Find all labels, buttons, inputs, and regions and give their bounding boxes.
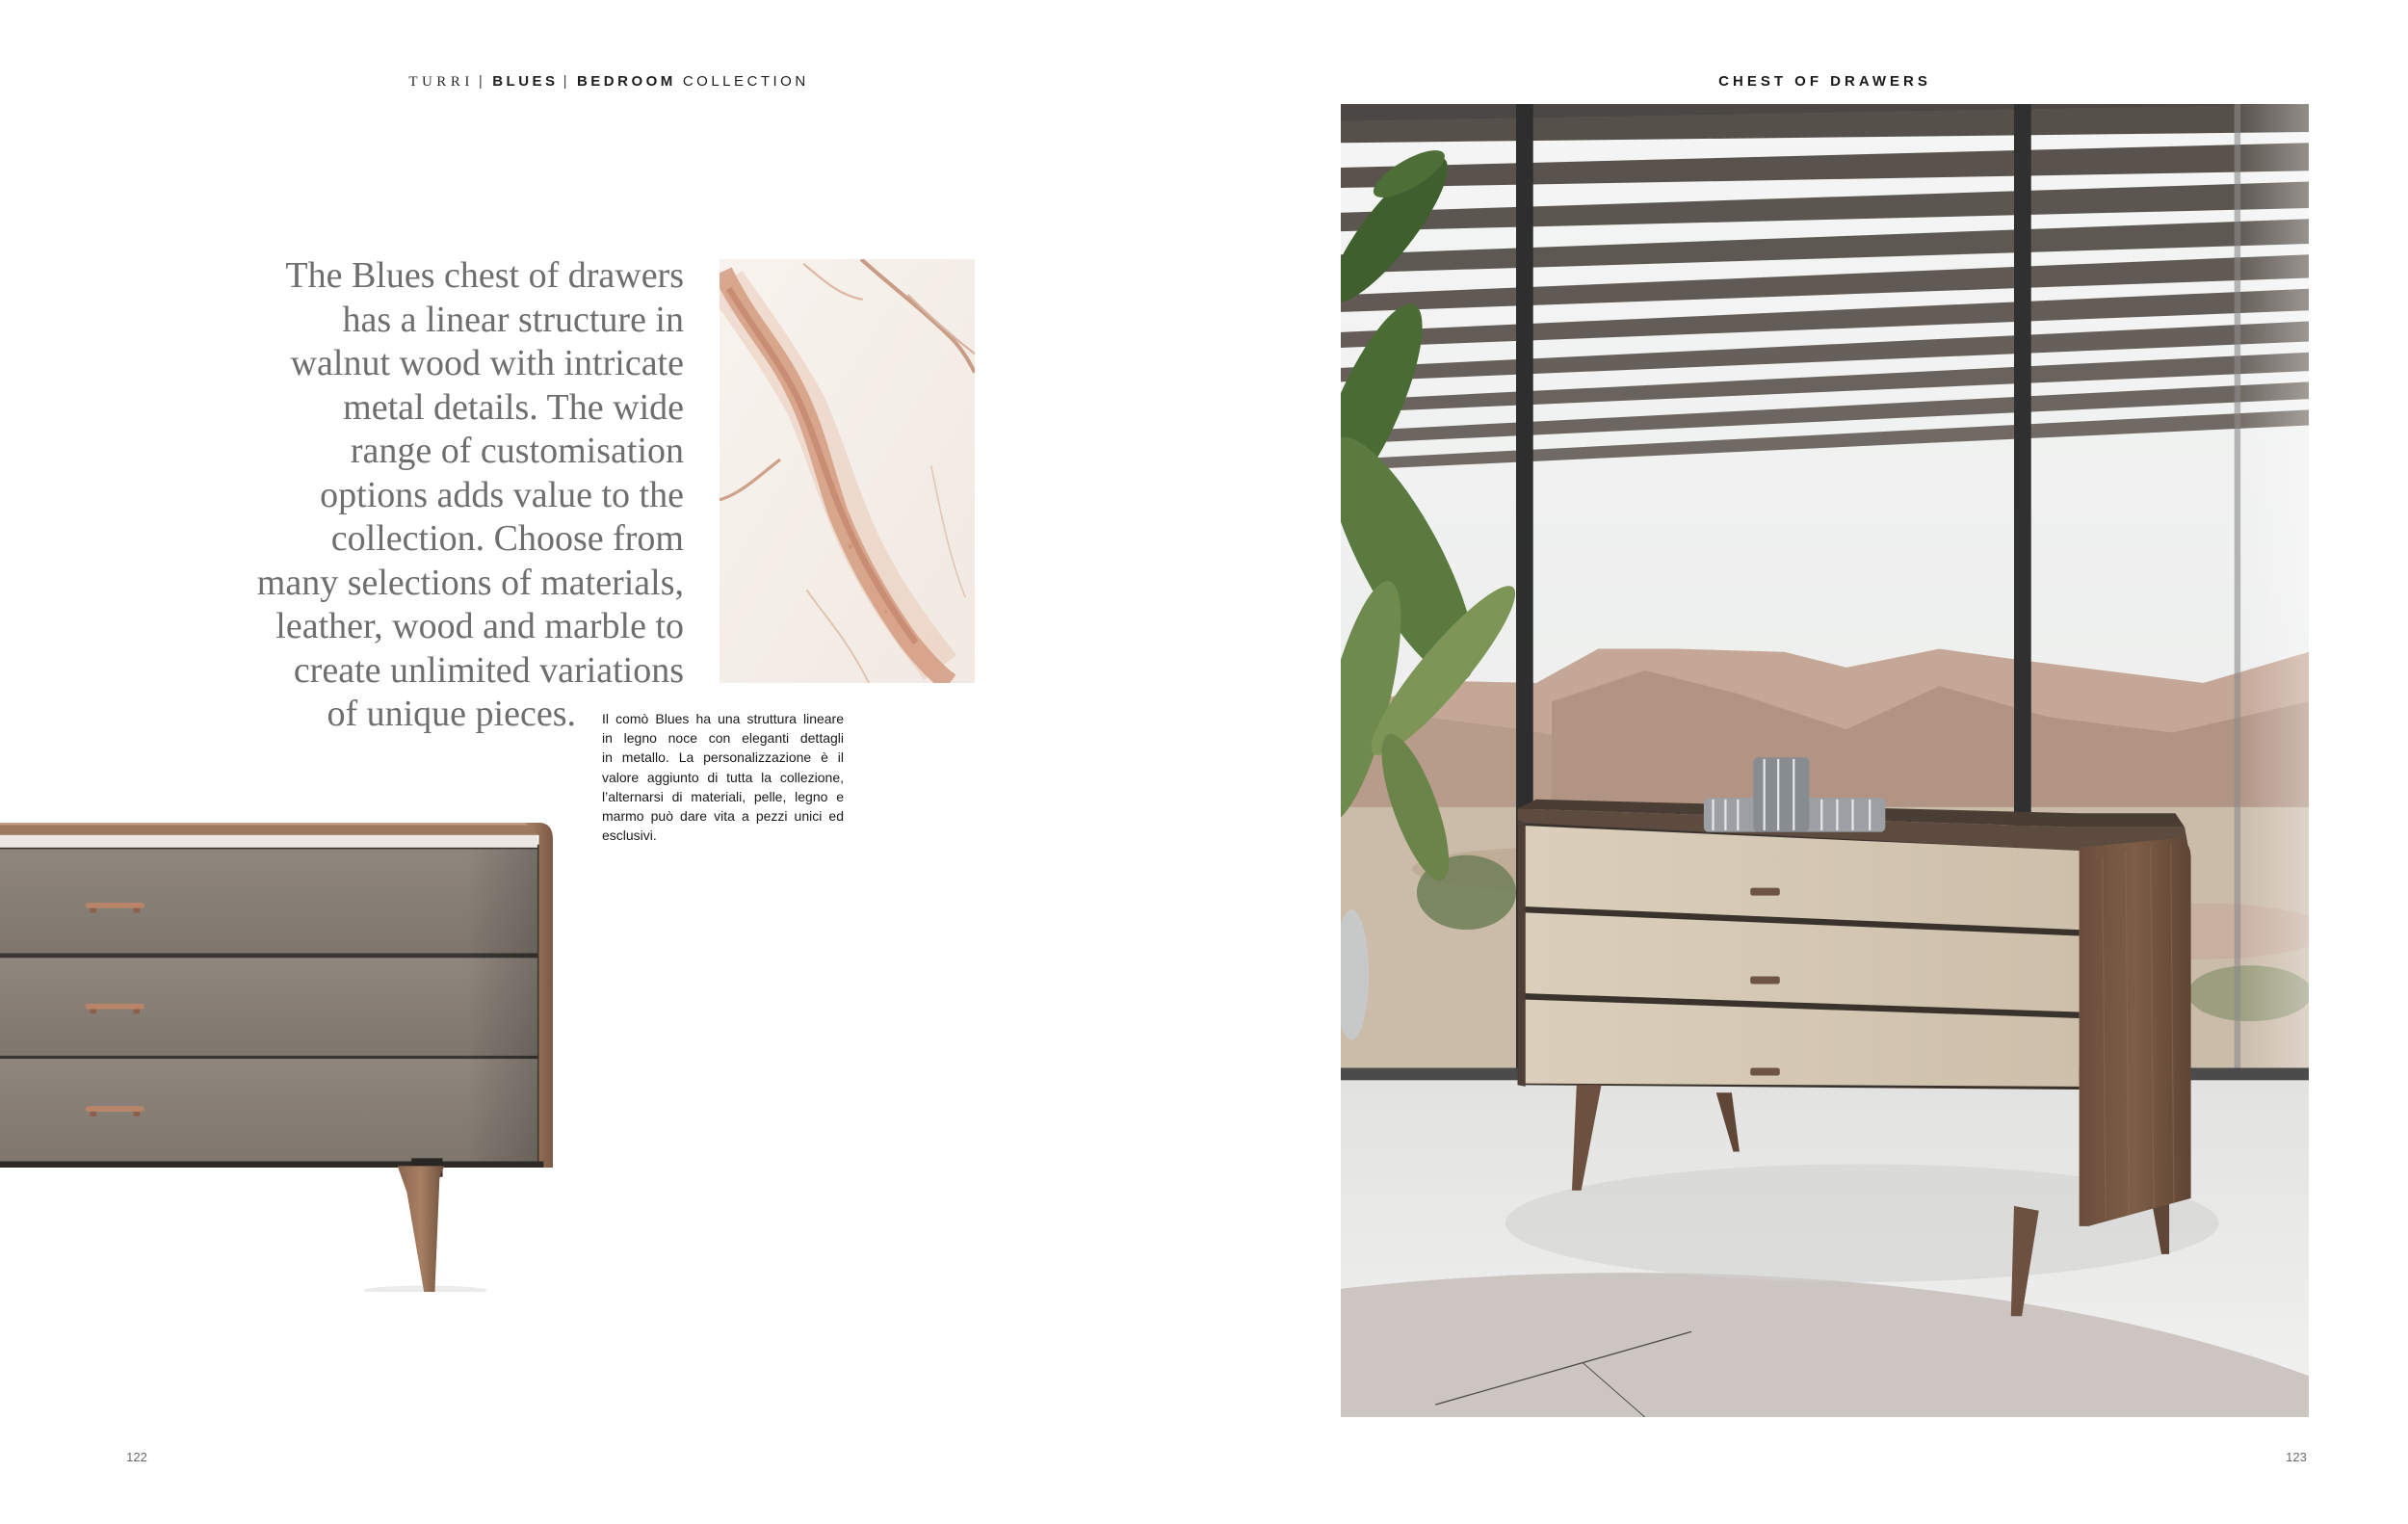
intro-it-line: in legno noce con eleganti dettagli	[602, 730, 844, 747]
leg	[398, 1166, 444, 1292]
intro-line: collection. Choose from	[330, 518, 684, 559]
intro-text-english	[193, 254, 684, 737]
intro-line: range of customisation	[350, 431, 684, 471]
intro-line: walnut wood with intricate	[290, 343, 684, 383]
intro-it-line: in metallo. La personalizzazione è il	[602, 749, 844, 766]
section-title: CHEST OF DRAWERS	[1718, 73, 1931, 90]
header-separator: |	[563, 73, 570, 90]
intro-line: The Blues chest of drawers	[285, 255, 684, 296]
intro-line: leather, wood and marble to	[275, 606, 684, 646]
chest-of-drawers-cutout	[0, 823, 553, 1292]
chest-handle	[1750, 888, 1780, 896]
glass-reflection	[2235, 104, 2309, 1074]
intro-text-italian	[602, 709, 844, 845]
chest-handle	[1750, 976, 1780, 984]
collection-name: BLUES	[492, 73, 559, 90]
category-suffix: COLLECTION	[682, 73, 809, 90]
intro-line: create unlimited variations	[293, 649, 684, 691]
intro-it-line: esclusivi.	[602, 828, 657, 844]
room-chest-of-drawers	[1505, 757, 2219, 1316]
category-name: BEDROOM	[576, 73, 676, 90]
intro-line: has a linear structure in	[342, 299, 684, 340]
chest-handle	[1750, 1068, 1780, 1076]
header-separator: |	[478, 73, 486, 90]
intro-it-line: valore aggiunto di tutta la collezione,	[602, 769, 844, 785]
running-header-left	[0, 72, 1217, 92]
brand-name: TURRI	[408, 74, 474, 90]
drawer-shading	[466, 849, 537, 1161]
page-number-right: 123	[2286, 1450, 2307, 1464]
drawer	[0, 958, 537, 1056]
drawer	[0, 849, 537, 953]
drawer	[0, 1059, 537, 1161]
intro-it-line: Il comò Blues ha una struttura lineare	[602, 711, 844, 726]
top-rim-highlight	[0, 823, 540, 825]
intro-it-line: l’alternarsi di materiali, pelle, legno e	[602, 788, 844, 804]
window-mullion	[2235, 104, 2240, 1074]
intro-line: of unique pieces.	[327, 694, 576, 734]
intro-it-line: marmo può dare vita a pezzi unici ed	[602, 808, 844, 825]
plinth	[0, 1162, 543, 1168]
intro-line: metal details. The wide	[343, 386, 684, 428]
window-mullion	[2014, 104, 2031, 833]
intro-line: options adds value to the	[320, 474, 684, 515]
marble-swatch	[720, 259, 975, 683]
page-number-left: 122	[126, 1450, 147, 1464]
marble-top-insert	[0, 835, 537, 848]
interior-photo	[1341, 104, 2309, 1417]
intro-line: many selections of materials,	[256, 562, 684, 603]
chest-left-edge	[1518, 820, 1526, 1087]
